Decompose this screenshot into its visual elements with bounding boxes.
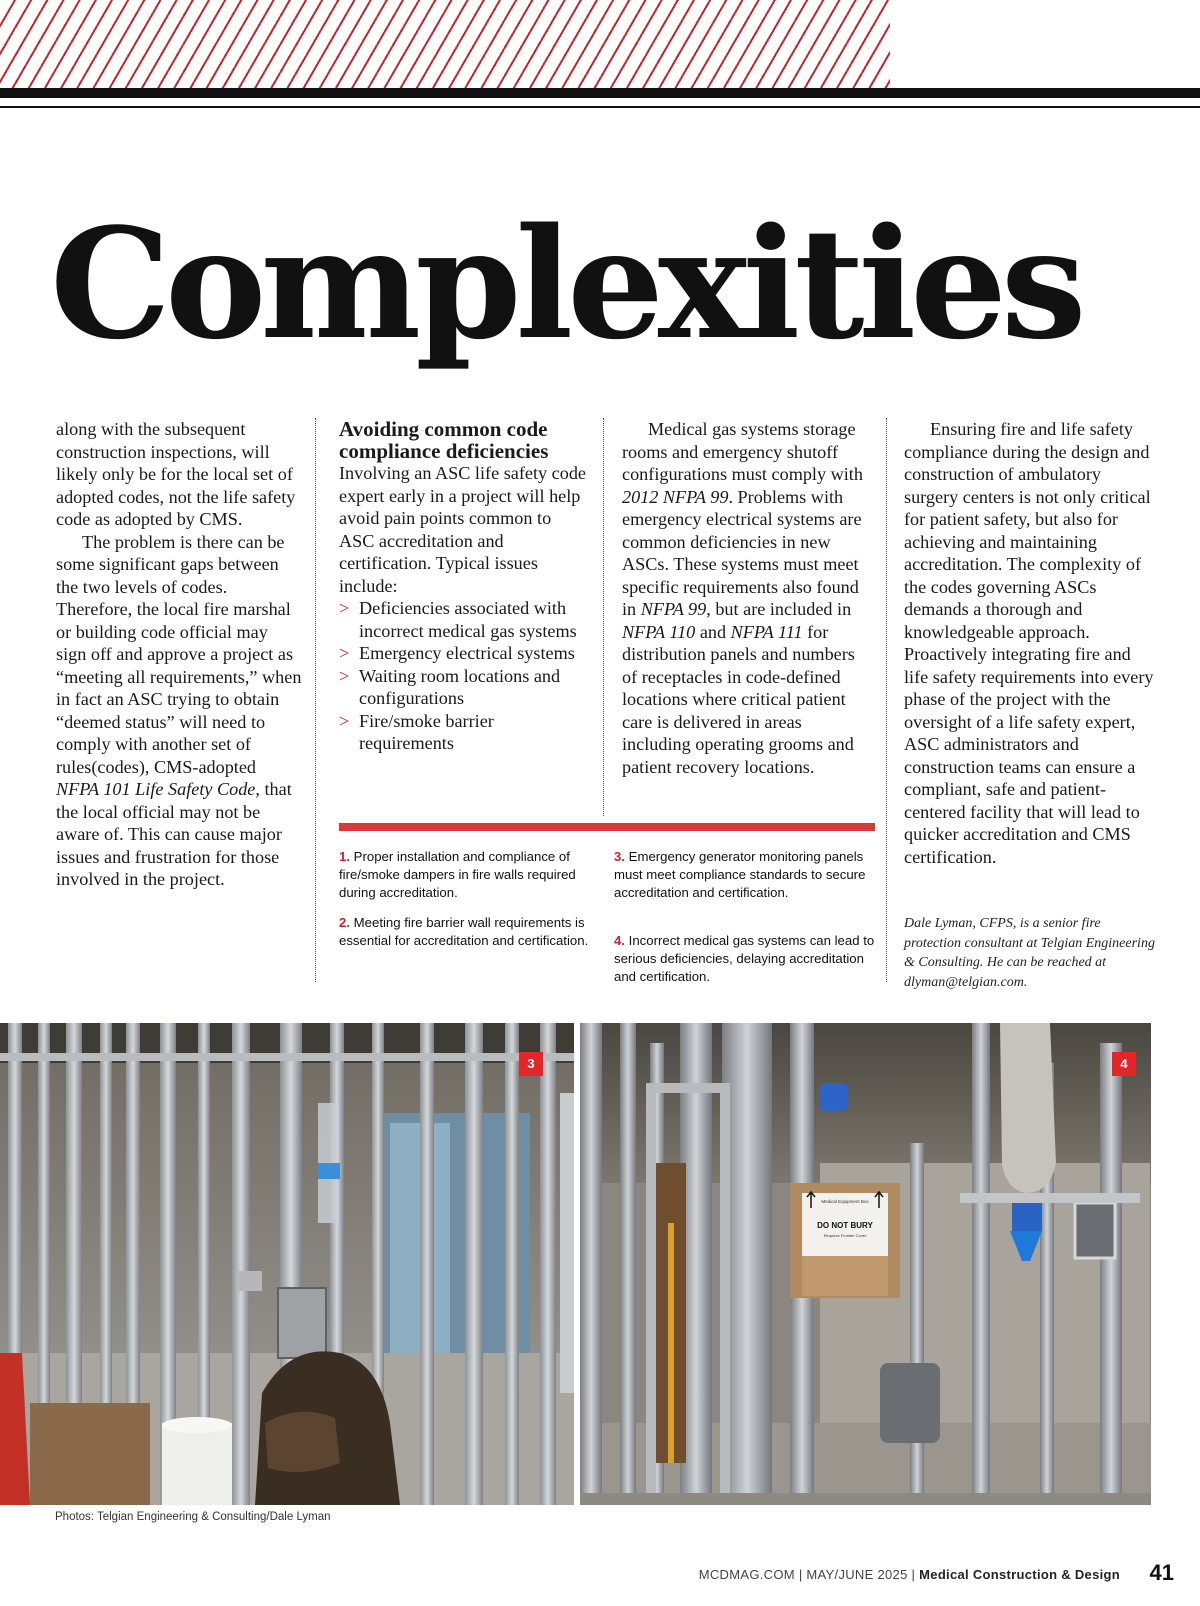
caption-number: 4. (614, 933, 625, 948)
photo-badge-4: 4 (1112, 1052, 1136, 1076)
caption-4 (614, 932, 876, 986)
col3-code-reference: NFPA 111 (730, 621, 803, 642)
caption-text: Proper installation and compliance of fire/smoke dampers in fire walls required during accreditation. (339, 849, 576, 900)
col4-paragraph: Ensuring fire and life safety compliance during the design and construction of ambulatory surgery centers is not only critical for patient safety, but also for achieving and maintaining accreditation. The complexity of the codes governing ASCs demands a thorough and knowledgeable approach. Proactively integrating fire and life safety requirements into every phase of the project with the oversight of a life safety expert, ASC administrators and construction teams can ensure a compliant, safe and patient-centered facility that will lead to quicker accreditation and CMS certification. (904, 419, 1154, 867)
footer-issue: MAY/JUNE 2025 (806, 1567, 908, 1582)
photo-4 (580, 1023, 1151, 1505)
header-rule-thin (0, 106, 1200, 108)
caption-text: Incorrect medical gas systems can lead to serious deficiencies, delaying accreditation and certification. (614, 933, 875, 984)
bullet-marker: > (339, 598, 350, 618)
col1-text-b: , that the local official may not be aware of. This can cause major issues and frustration for those involved in the project. (56, 779, 292, 889)
sign-sub-text: Requires Frontier Cover (823, 1233, 867, 1238)
caption-accent-bar (339, 823, 875, 831)
col1-paragraph-2 (56, 531, 302, 891)
column-divider (315, 418, 316, 982)
list-item (339, 665, 587, 710)
list-item-text: Emergency electrical systems (359, 643, 575, 663)
list-item (339, 710, 587, 755)
photo-3-illustration (0, 1023, 574, 1505)
column-divider (603, 418, 604, 816)
column-2 (339, 418, 587, 755)
bullet-marker: > (339, 665, 350, 686)
col3-text: for distribution panels and numbers of receptacles in code-defined locations where critical patient care is delivered in areas including operating grooms and patient recovery locations. (622, 621, 855, 777)
photo-credit: Photos: Telgian Engineering & Consulting/Dale Lyman (55, 1511, 331, 1523)
footer-separator: | (911, 1567, 916, 1582)
col1-paragraph-1: along with the subsequent construction inspections, will likely only be for the local set of adopted codes, not the life safety code as adopted by CMS. (56, 419, 296, 529)
bullet-marker: > (339, 710, 350, 731)
caption-text: Meeting fire barrier wall requirements is essential for accreditation and certification. (339, 915, 589, 948)
list-item-text: Fire/smoke barrier requirements (359, 710, 494, 753)
list-item-text: Waiting room locations and configurations (359, 665, 561, 708)
col3-text: , but are included in (706, 599, 852, 619)
list-item (339, 597, 587, 642)
list-item (339, 642, 587, 665)
col3-paragraph (622, 418, 874, 778)
footer-site: MCDMAG.COM (698, 1567, 795, 1582)
col3-text: . Problems with emergency electrical systems are common deficiencies in new ASCs. These systems must meet specific requirements also found in (622, 486, 862, 619)
caption-text: Emergency generator monitoring panels must meet compliance standards to secure accreditation and certification. (614, 849, 866, 900)
col3-text: Medical gas systems storage rooms and emergency shutoff configurations must comply with (622, 419, 863, 484)
col3-code-reference: NFPA 99 (640, 599, 707, 619)
sign-title-text: Medical Equipment Box (821, 1199, 869, 1204)
col1-code-reference: NFPA 101 Life Safety Code (56, 779, 256, 799)
caption-2 (339, 914, 591, 950)
col1-text-a: The problem is there can be some significant gaps between the two levels of codes. Therefore, the local fire marshal or building code official may sign off and approve a project as “meeting all requirements,” when in fact an ASC trying to obtain “deemed status” will need to comply with another set of rules(codes), CMS-adopted (56, 531, 302, 777)
footer-publication: Medical Construction & Design (919, 1567, 1120, 1582)
page-number: 41 (1149, 1560, 1174, 1585)
header-stripe-pattern (0, 0, 890, 88)
column-3 (622, 418, 874, 778)
col2-intro: Involving an ASC life safety code expert early in a project will help avoid pain points common to ASC accreditation and certification. Typical issues include: (339, 463, 586, 596)
photo-3 (0, 1023, 574, 1505)
footer-separator: | (798, 1567, 803, 1582)
column-1 (56, 418, 302, 891)
photo-4-illustration (580, 1023, 1151, 1505)
col3-code-reference: NFPA 110 (622, 621, 696, 642)
column-4 (904, 418, 1156, 868)
caption-number: 1. (339, 849, 350, 864)
col3-code-reference: 2012 NFPA 99 (622, 486, 729, 507)
col3-text: and (695, 621, 731, 642)
page-footer (699, 1567, 1120, 1582)
bullet-marker: > (339, 643, 350, 663)
caption-number: 3. (614, 849, 625, 864)
caption-3 (614, 848, 876, 902)
issues-list (339, 597, 587, 755)
column-divider (886, 418, 887, 982)
headline: Complexities (50, 194, 1081, 373)
caption-1 (339, 848, 591, 902)
author-bio: Dale Lyman, CFPS, is a senior fire protection consultant at Telgian Engineering & Consulting. He can be reached at dlyman@telgian.com. (904, 916, 1155, 990)
sign-main-text: DO NOT BURY (817, 1221, 873, 1230)
header-rule-thick (0, 88, 1200, 98)
subhead: Avoiding common code compliance deficiencies (339, 417, 549, 463)
photo-badge-3: 3 (519, 1052, 543, 1076)
list-item-text: Deficiencies associated with incorrect medical gas systems (359, 598, 577, 641)
caption-number: 2. (339, 915, 350, 930)
